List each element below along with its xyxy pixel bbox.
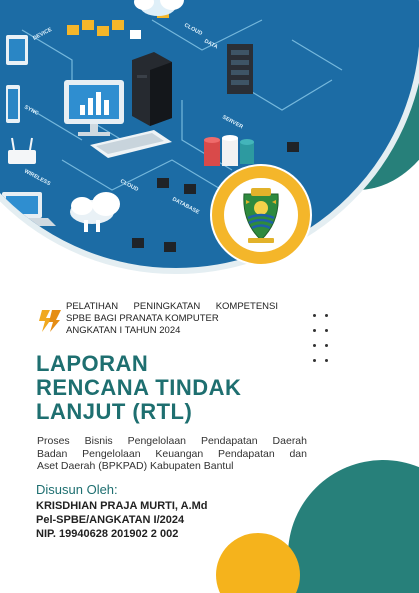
- network-labels: [23, 22, 244, 215]
- decorative-dots: [313, 314, 329, 364]
- computer-monitor-icon: [64, 80, 124, 136]
- header-line-1: PELATIHAN PENINGKATAN KOMPETENSI: [66, 301, 278, 312]
- database-icon: [204, 135, 254, 166]
- title-line-1: LAPORAN: [36, 351, 149, 376]
- header-line-2: SPBE BAGI PRANATA KOMPUTER: [66, 313, 219, 324]
- label-cloud-top: CLOUD: [183, 22, 204, 37]
- regency-emblem: [210, 164, 312, 266]
- dot: [313, 314, 316, 317]
- bottom-right-teal-circle: [288, 460, 419, 593]
- router-icon: [8, 138, 36, 164]
- emblem-icon: [224, 178, 298, 252]
- label-server: SERVER: [221, 114, 244, 131]
- label-device: DEVICE: [32, 26, 54, 42]
- cloud-icon: [134, 0, 184, 16]
- author-nip: NIP. 19940628 201902 2 002: [36, 528, 179, 540]
- emblem-background: [224, 178, 298, 252]
- subtitle-line-3: Aset Daerah (BPKPAD) Kabupaten Bantul: [37, 460, 234, 472]
- phone-icon: [6, 85, 20, 123]
- title-line-3: LANJUT (RTL): [36, 399, 193, 424]
- label-cloud-bottom: CLOUD: [119, 178, 140, 193]
- header-line-3: ANGKATAN I TAHUN 2024: [66, 325, 181, 336]
- technology-illustration-art: [0, 0, 419, 268]
- subtitle-line-1: Proses Bisnis Pengelolaan Pendapatan Daerah: [37, 435, 307, 447]
- subtitle-line-2: Badan Pengelolaan Keuangan Pendapatan dan: [37, 447, 307, 460]
- dot: [313, 359, 316, 362]
- training-header: [66, 301, 278, 337]
- report-title: [36, 352, 241, 424]
- cloud-storage-icon: [70, 192, 120, 232]
- label-database: DATABASE: [171, 196, 201, 216]
- author-position: Pel-SPBE/ANGKATAN I/2024: [36, 514, 185, 526]
- author-label: Disusun Oleh:: [36, 482, 118, 497]
- author-info: [36, 499, 208, 541]
- label-wireless: WIRELESS: [23, 168, 52, 188]
- training-logo-icon: [38, 308, 62, 334]
- report-subtitle: [37, 435, 307, 473]
- dot: [325, 359, 328, 362]
- dot: [325, 314, 328, 317]
- tablet-icon: [6, 35, 28, 65]
- title-line-2: RENCANA TINDAK: [36, 375, 242, 400]
- dot: [313, 329, 316, 332]
- bottom-yellow-circle: [216, 533, 300, 593]
- label-data: DATA: [203, 38, 219, 51]
- technology-illustration: [0, 0, 419, 274]
- dot: [325, 329, 328, 332]
- pc-tower-icon: [132, 52, 172, 126]
- author-name: KRISDHIAN PRAJA MURTI, A.Md: [36, 500, 208, 512]
- dot: [325, 344, 328, 347]
- laptop-icon: [0, 192, 56, 226]
- label-sync: SYNC: [23, 104, 40, 117]
- server-rack-icon: [227, 44, 253, 94]
- dot: [313, 344, 316, 347]
